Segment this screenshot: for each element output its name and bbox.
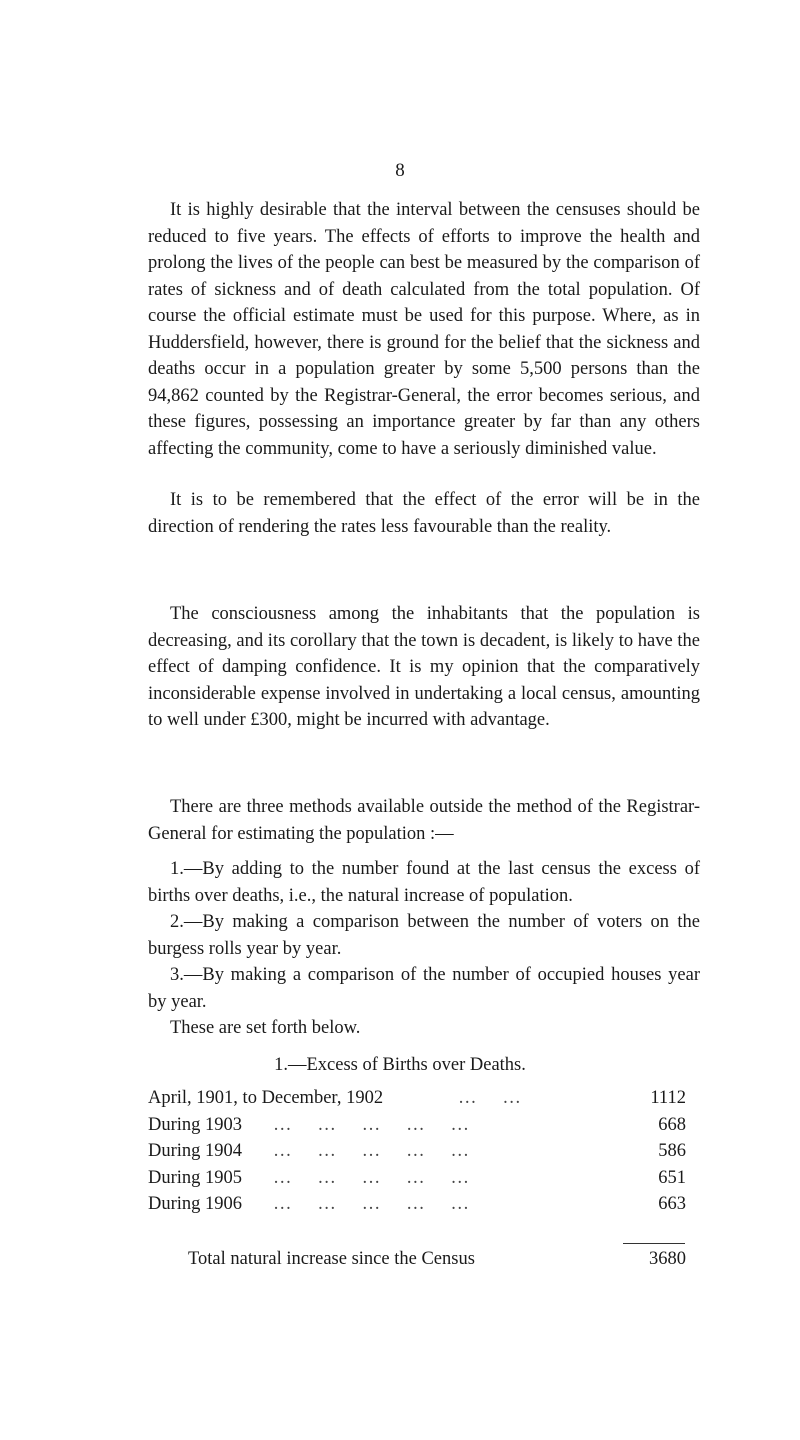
methods-note: These are set forth below. bbox=[170, 1018, 361, 1038]
row-value: 586 bbox=[658, 1141, 686, 1161]
row-label: During 1903 bbox=[148, 1114, 243, 1135]
row-value: 668 bbox=[658, 1114, 686, 1135]
paragraph-text: There are three methods available outside the method of the Registrar-General for estimating the population :— bbox=[148, 797, 700, 844]
paragraph-local-census bbox=[148, 601, 700, 734]
row-value: 1112 bbox=[650, 1088, 686, 1108]
table-row bbox=[148, 1191, 700, 1218]
paragraph-text: It is highly desirable that the interval between the censuses should be reduced to five years. The effects of efforts to improve the health and prolong the lives of the people can best be measured by the comparison of rates of sickness and of death calculated from the total population. Of course the official estimate must be used for this purpose. Where, as in Huddersfield, however, there is ground for the belief that the sickness and deaths occur in a population greater by some 5,500 persons than the 94,862 counted by the Registrar-General, the error becomes serious, and these figures, possessing an importance greater by far than any others affecting the community, come to have a seriously diminished value. bbox=[148, 200, 700, 459]
table-row bbox=[148, 1165, 700, 1192]
table-row bbox=[148, 1138, 700, 1165]
total-rule bbox=[623, 1243, 685, 1244]
total-label: Total natural increase since the Census bbox=[188, 1249, 475, 1269]
table-heading: 1.—Excess of Births over Deaths. bbox=[274, 1055, 526, 1075]
leader-dots: … … … … … bbox=[273, 1141, 472, 1161]
row-value: 651 bbox=[658, 1167, 686, 1188]
paragraph-text: The consciousness among the inhabitants that the population is decreasing, and its corollary that the town is decadent, is likely to have the effect of damping confidence. It is my opinion that the comparatively inconsiderable expense involved in undertaking a local census, amounting to well under £300, might be incurred with advantage. bbox=[148, 604, 700, 730]
leader-dots: … … … … … bbox=[273, 1167, 472, 1188]
leader-dots: … … … … … bbox=[273, 1194, 472, 1214]
paragraph-census-interval bbox=[148, 197, 700, 462]
method-item: 2.—By making a comparison between the number of voters on the burgess rolls year by year. bbox=[148, 912, 700, 959]
total-value: 3680 bbox=[649, 1249, 686, 1269]
row-label: During 1906 bbox=[148, 1194, 243, 1214]
row-label: During 1905 bbox=[148, 1167, 243, 1188]
leader-dots: … … … … … bbox=[273, 1114, 472, 1135]
methods-list bbox=[148, 856, 700, 1042]
leader-dots: … … bbox=[458, 1088, 524, 1108]
paragraph-text: It is to be remembered that the effect of the error will be in the direction of rendering the rates less favourable than the reality. bbox=[148, 490, 700, 537]
table-row bbox=[148, 1112, 700, 1139]
paragraph-error-direction bbox=[148, 487, 700, 540]
table-row bbox=[148, 1085, 700, 1112]
births-deaths-table bbox=[148, 1085, 700, 1218]
method-item: 1.—By adding to the number found at the last census the excess of births over deaths, i.e., the natural increase of population. bbox=[148, 859, 700, 906]
paragraph-methods-intro bbox=[148, 794, 700, 847]
row-value: 663 bbox=[658, 1194, 686, 1214]
method-item: 3.—By making a comparison of the number of occupied houses year by year. bbox=[148, 965, 700, 1012]
row-label: April, 1901, to December, 1902 bbox=[148, 1088, 384, 1108]
row-label: During 1904 bbox=[148, 1141, 243, 1161]
page-number: 8 bbox=[395, 160, 405, 181]
